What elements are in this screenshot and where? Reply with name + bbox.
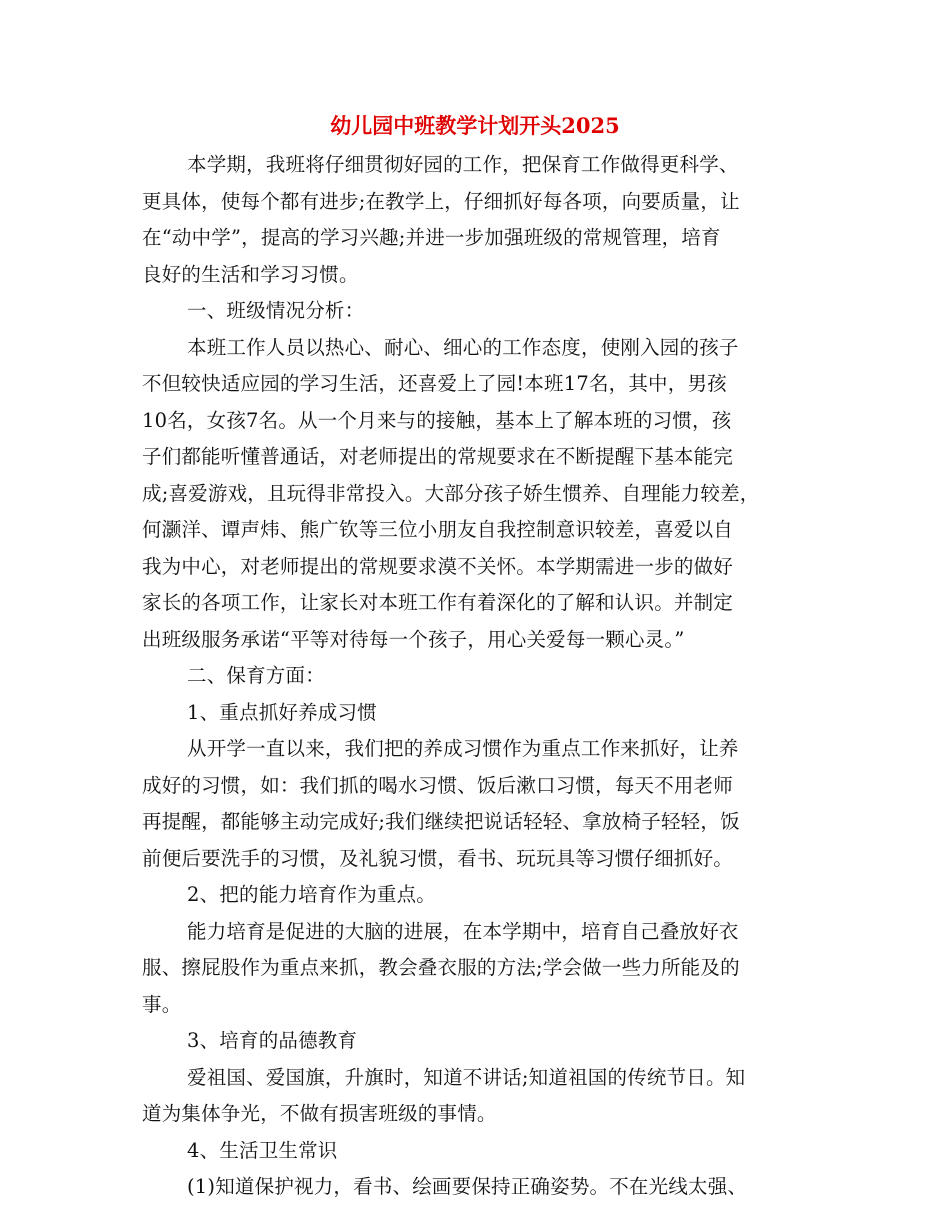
text-line: 道为集体争光，不做有损害班级的事情。 [142,1102,497,1125]
text-line: 我为中心，对老师提出的常规要求漠不关怀。本学期需进一步的做好 [142,554,734,578]
text-line: 从开学一直以来，我们把的养成习惯作为重点工作来抓好，让养 [187,737,739,760]
text-line: 在“动中学”，提高的学习兴趣;并进一步加强班级的常规管理，培育 [142,226,721,249]
text-line: 二、保育方面： [187,664,325,687]
text-line: 成好的习惯，如：我们抓的喝水习惯、饭后漱口习惯，每天不用老师 [142,773,734,797]
text-line: 家长的各项工作，让家长对本班工作有着深化的了解和认识。并制定 [142,591,734,614]
text-line: 更具体，使每个都有进步;在教学上，仔细抓好每各项，向要质量，让 [142,189,740,213]
text-line: 4、生活卫生常识 [187,1138,338,1162]
text-line: 不但较快适应园的学习生活，还喜爱上了园!本班17名，其中，男孩 [142,372,727,395]
document-body [142,147,810,1206]
text-line: 再提醒，都能够主动完成好;我们继续把说话轻轻、拿放椅子轻轻，饭 [142,810,740,833]
text-line: 本学期，我班将仔细贯彻好园的工作，把保育工作做得更科学、 [187,153,739,176]
text-line: 3、培育的品德教育 [187,1029,358,1052]
text-line: 服、擦屁股作为重点来抓，教会叠衣服的方法;学会做一些力所能及的 [142,956,740,979]
text-line: 本班工作人员以热心、耐心、细心的工作态度，使刚入园的孩子 [187,335,739,359]
text-line: 出班级服务承诺“平等对待每一个孩子，用心关爱每一颗心灵。” [142,627,685,651]
text-line: 爱祖国、爱国旗，升旗时，知道不讲话;知道祖国的传统节日。知 [187,1065,746,1089]
text-line: 成;喜爱游戏，且玩得非常投入。大部分孩子娇生惯养、自理能力较差， [142,481,760,505]
text-line: 2、把的能力培育作为重点。 [187,883,437,906]
text-line: 能力培育是促进的大脑的进展，在本学期中，培育自己叠放好衣 [187,919,739,943]
text-line: 前便后要洗手的习惯，及礼貌习惯，看书、玩玩具等习惯仔细抓好。 [142,846,734,870]
text-line: (1)知道保护视力，看书、绘画要保持正确姿势。不在光线太强、 [187,1175,748,1198]
text-line: 事。 [142,992,182,1016]
text-line: 10名，女孩7名。从一个月来与的接触，基本上了解本班的习惯，孩 [142,408,732,432]
text-line: 良好的生活和学习习惯。 [142,262,359,286]
text-line: 1、重点抓好养成习惯 [187,700,377,724]
text-line: 何灏洋、谭声炜、熊广钦等三位小朋友自我控制意识较差，喜爱以自 [142,518,734,541]
text-line: 子们都能听懂普通话，对老师提出的常规要求在不断提醒下基本能完 [142,445,734,468]
text-line: 一、班级情况分析： [187,299,365,322]
document-title: 幼儿园中班教学计划开头2025 [330,113,620,138]
